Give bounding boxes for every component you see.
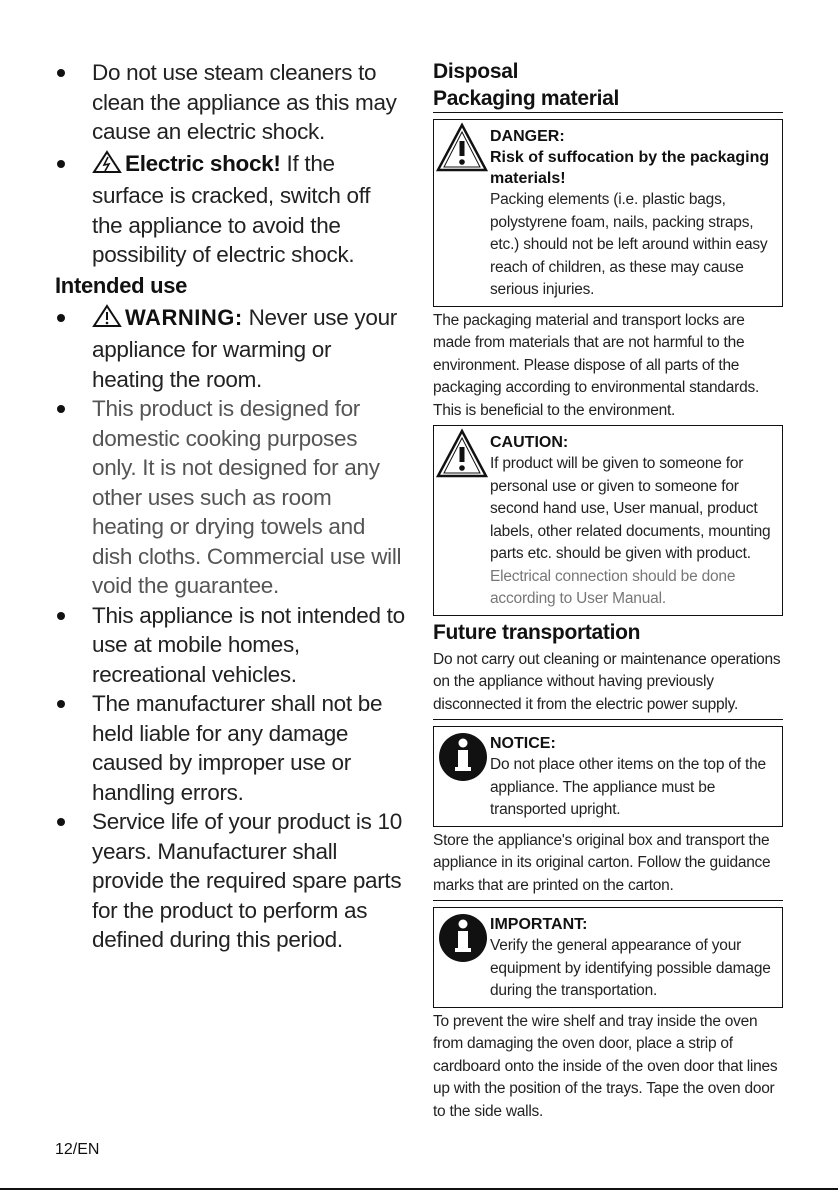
danger-box	[433, 119, 783, 307]
packaging-material-heading: Packaging material	[433, 85, 783, 113]
notice-label: NOTICE:	[490, 735, 556, 752]
list-item-text: If the surface is cracked, switch off the appliance to avoid the possibility of electric shock.	[92, 150, 371, 267]
info-icon	[436, 729, 490, 788]
notice-box	[433, 726, 783, 827]
store-paragraph: Store the appliance's original box and transport the appliance in its original carton. Follow the guidance marks that are printed on the carton.	[433, 827, 783, 902]
caution-body-dim: Electrical connection should be done according to User Manual.	[490, 567, 736, 607]
warning-triangle-icon	[92, 304, 122, 336]
list-item-text: The manufacturer shall not be held liable for any damage caused by improper use or handling errors.	[92, 691, 383, 805]
bottom-divider	[0, 1188, 838, 1190]
intended-use-heading: Intended use	[55, 272, 188, 298]
safety-list-b	[55, 303, 405, 955]
list-item-text: This appliance is not intended to use at mobile homes, recreational vehicles.	[92, 602, 405, 687]
warning-lead: WARNING:	[125, 304, 243, 330]
bullet-dot	[57, 405, 65, 413]
caution-box	[433, 425, 783, 616]
list-item	[55, 394, 405, 601]
future-paragraph: Do not carry out cleaning or maintenance operations on the appliance without having previously disconnected it from the electric power supply.	[433, 646, 783, 721]
danger-bold-text: Risk of suffocation by the packaging materials!	[490, 149, 770, 187]
bullet-dot	[57, 314, 65, 322]
important-box	[433, 907, 783, 1008]
list-item	[55, 689, 405, 807]
bullet-dot	[57, 69, 65, 77]
list-item	[55, 303, 405, 395]
important-body: Verify the general appearance of your equipment by identifying possible damage during the transportation.	[490, 937, 771, 999]
left-column	[55, 58, 405, 955]
caution-body: If product will be given to someone for personal use or given to someone for second hand use, User manual, product labels, other related documents, mounting parts etc. should be given with product.	[490, 455, 771, 562]
bullet-dot	[57, 612, 65, 620]
safety-list-a	[55, 58, 405, 270]
packaging-paragraph: The packaging material and transport locks are made from materials that are not harmful to the environment. Please dispose of all parts of the packaging according to environmental standards. This is beneficial to the environment.	[433, 311, 760, 419]
warning-triangle-icon	[436, 122, 488, 179]
list-item	[55, 807, 405, 955]
bullet-dot	[57, 818, 65, 826]
bullet-dot	[57, 700, 65, 708]
danger-body: Packing elements (i.e. plastic bags, polystyrene foam, nails, packing straps, etc.) should not be left around within easy reach of children, as these may cause serious injuries.	[490, 191, 768, 298]
list-item-text: Service life of your product is 10 years. Manufacturer shall provide the required spare parts for the product to perform as defined during this period.	[92, 809, 402, 952]
list-item-text: This product is designed for domestic cooking purposes only. It is not designed for any other uses such as room heating or drying towels and dish cloths. Commercial use will void the guarantee.	[92, 396, 402, 598]
info-icon	[436, 910, 490, 969]
notice-body: Do not place other items on the top of the appliance. The appliance must be transported upright.	[490, 756, 766, 818]
future-transportation-heading: Future transportation	[433, 620, 641, 644]
disposal-heading: Disposal	[433, 60, 519, 83]
danger-label: DANGER:	[490, 128, 565, 145]
list-item-text: Do not use steam cleaners to clean the appliance as this may cause an electric shock.	[92, 60, 397, 144]
list-item	[55, 601, 405, 690]
right-column	[433, 58, 783, 1126]
list-item-text: Never use your appliance for warming or heating the room.	[92, 304, 397, 392]
electric-shock-warning-icon	[92, 150, 122, 182]
warning-triangle-icon	[436, 428, 488, 485]
electric-shock-lead: Electric shock!	[125, 150, 281, 176]
important-label: IMPORTANT:	[490, 916, 588, 933]
bullet-dot	[57, 160, 65, 168]
caution-label: CAUTION:	[490, 434, 569, 451]
list-item	[55, 149, 405, 270]
prevent-paragraph: To prevent the wire shelf and tray inside the oven from damaging the oven door, place a strip of cardboard onto the inside of the oven door that lines up with the position of the trays. Tape the oven door to the side walls.	[433, 1012, 778, 1120]
page-number: 12/EN	[55, 1141, 100, 1158]
list-item	[55, 58, 405, 147]
